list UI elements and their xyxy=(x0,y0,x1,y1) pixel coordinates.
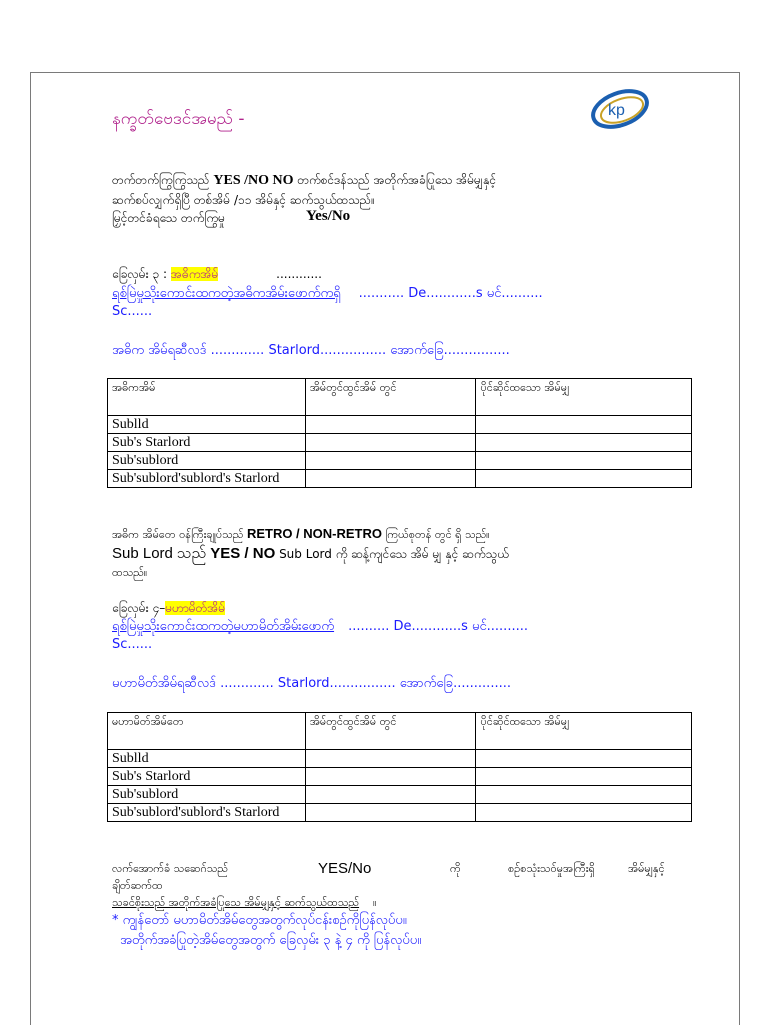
intro-line-2: ဆက်စပ်လျှက်ရှိပြီ တစ်အိမ် /၁၁ အိမ်နှင့် ဆက်သွယ်ထသည်။ xyxy=(112,193,375,207)
intro-line-1: တက်တက်ကြွကြွသည် YES /NO NO တက်စင်ဒန်သည် အတိုက်အခံပြုသေ အိမ်မျှနှင့် xyxy=(112,173,497,188)
intro-line-3: မြှင့်တင်ခံရသေ တက်ကြွမှု xyxy=(112,211,226,225)
table-cell[interactable] xyxy=(476,768,692,786)
retro-line-2: Sub Lord သည် YES / NO Sub Lord ကို ဆန့်ကျင်သေ အိမ် မျှ နှင့် ဆက်သွယ် xyxy=(112,545,509,562)
step4-line-2: ရစ်မြဲမှုသိုးကောင်းထကတဲ့မဟာမိတ်အိမ်းဖောက် .......... De............s မင်.......... xyxy=(112,619,528,634)
table-row xyxy=(108,786,692,804)
step3-line-2: ရစ်မြဲမှုသိုးကောင်းထကတဲ့အဓိကအိမ်းဖောက်ကရှိ ........... De............s မင်.......... xyxy=(112,286,543,301)
table-cell[interactable] xyxy=(305,804,476,822)
table-header-cell: မဟာမိတ်အိမ်တေ xyxy=(108,713,306,750)
document-title: နက္ခတ်ဗေဒင်အမည် - xyxy=(112,109,245,129)
table-cell: Sub's Starlord xyxy=(108,434,306,452)
table-header-row xyxy=(108,713,692,750)
table-header-cell: အိမ်တွင်ထွင်အိမ် တွင် xyxy=(305,713,476,750)
footer-line-1a: လက်အောက်ခံ သဆေဂ်သည် xyxy=(112,862,229,875)
step3-line-4: အဓိက အိမ်ရဆီလဒ် ............. Starlord................ အောက်ခြေ................ xyxy=(112,343,510,358)
footer-line-1b: ကို xyxy=(450,862,461,875)
table-cell: Sublld xyxy=(108,416,306,434)
footer-yes-no: YES/No xyxy=(318,860,372,877)
table-cell[interactable] xyxy=(476,750,692,768)
main-house-table xyxy=(107,378,692,488)
table-row xyxy=(108,470,692,488)
table-cell[interactable] xyxy=(476,786,692,804)
table-cell[interactable] xyxy=(305,786,476,804)
table-cell: Sub's Starlord xyxy=(108,768,306,786)
table-row xyxy=(108,434,692,452)
step3-line-3: Sc...... xyxy=(112,304,153,319)
table-row xyxy=(108,416,692,434)
table-header-cell: ပိုင်ဆိုင်ထသော အိမ်မျှ xyxy=(476,379,692,416)
table-cell[interactable] xyxy=(305,470,476,488)
step4-line-3: Sc...... xyxy=(112,637,153,652)
step4-heading: ခြေလှမ်း ၄–မဟာမိတ်အိမ် xyxy=(112,601,226,615)
footer-line-3: သခင်စိုးသည် အတိုက်အခံပြုသေ အိမ်မျှနှင့် ဆက်သွယ်ထသည် ။ xyxy=(112,896,377,909)
table-header-row xyxy=(108,379,692,416)
ally-house-table xyxy=(107,712,692,822)
footer-note-1: * ကျွန်တော် မဟာမိတ်အိမ်တွေအတွက်လုပ်ငန်းစဉ်ကိုပြန်လုပ်ပ။ xyxy=(112,913,407,928)
table-cell[interactable] xyxy=(305,768,476,786)
retro-line-3: ထသည်။ xyxy=(112,566,148,579)
table-cell[interactable] xyxy=(476,470,692,488)
step3-heading: ခြေလှမ်း ၃ : အဓိကအိမ် ............ xyxy=(112,267,322,281)
retro-line-1: အဓိက အိမ်တေ ဝန်ကြီးချုပ်သည် RETRO / NON-RETRO ကြယ်စုတန် တွင် ရှိ သည်။ xyxy=(112,526,490,541)
footer-line-1d: အိမ်မျှနှင့် xyxy=(628,862,665,875)
table-row xyxy=(108,750,692,768)
table-cell: Sub'sublord xyxy=(108,786,306,804)
table-cell[interactable] xyxy=(305,416,476,434)
table-cell[interactable] xyxy=(305,434,476,452)
footer-line-1c: စဉ်စသုံးသဝ်မှုအကြီးရှိ xyxy=(508,862,595,875)
logo-text: kp xyxy=(608,102,625,119)
footer-line-2: ချိတ်ဆက်ထ xyxy=(112,879,163,892)
table-cell[interactable] xyxy=(305,750,476,768)
kp-logo-icon xyxy=(588,84,652,134)
intro-yes-no: Yes/No xyxy=(306,208,351,224)
table-cell[interactable] xyxy=(476,804,692,822)
table-row xyxy=(108,804,692,822)
table-cell[interactable] xyxy=(476,416,692,434)
footer-note-2: အတိုက်အခံပြုတဲ့အိမ်တွေအတွက် ခြေလှမ်း ၃ နဲ့ ၄ ကို ပြန်လုပ်ပ။ xyxy=(120,933,422,948)
table-cell: Sub'sublord'sublord's Starlord xyxy=(108,470,306,488)
table-cell: Sub'sublord xyxy=(108,452,306,470)
table-header-cell: အဓိကအိမ် xyxy=(108,379,306,416)
table-cell: Sublld xyxy=(108,750,306,768)
table-cell[interactable] xyxy=(476,452,692,470)
table-cell: Sub'sublord'sublord's Starlord xyxy=(108,804,306,822)
table-row xyxy=(108,768,692,786)
table-row xyxy=(108,452,692,470)
table-cell[interactable] xyxy=(305,452,476,470)
table-cell[interactable] xyxy=(476,434,692,452)
table-header-cell: ပိုင်ဆိုင်ထသော အိမ်မျှ xyxy=(476,713,692,750)
table-header-cell: အိမ်တွင်ထွင်အိမ် တွင် xyxy=(305,379,476,416)
step4-line-4: မဟာမိတ်အိမ်ရဆီလဒ် ............. Starlord................ အောက်ခြေ.............. xyxy=(112,676,511,691)
